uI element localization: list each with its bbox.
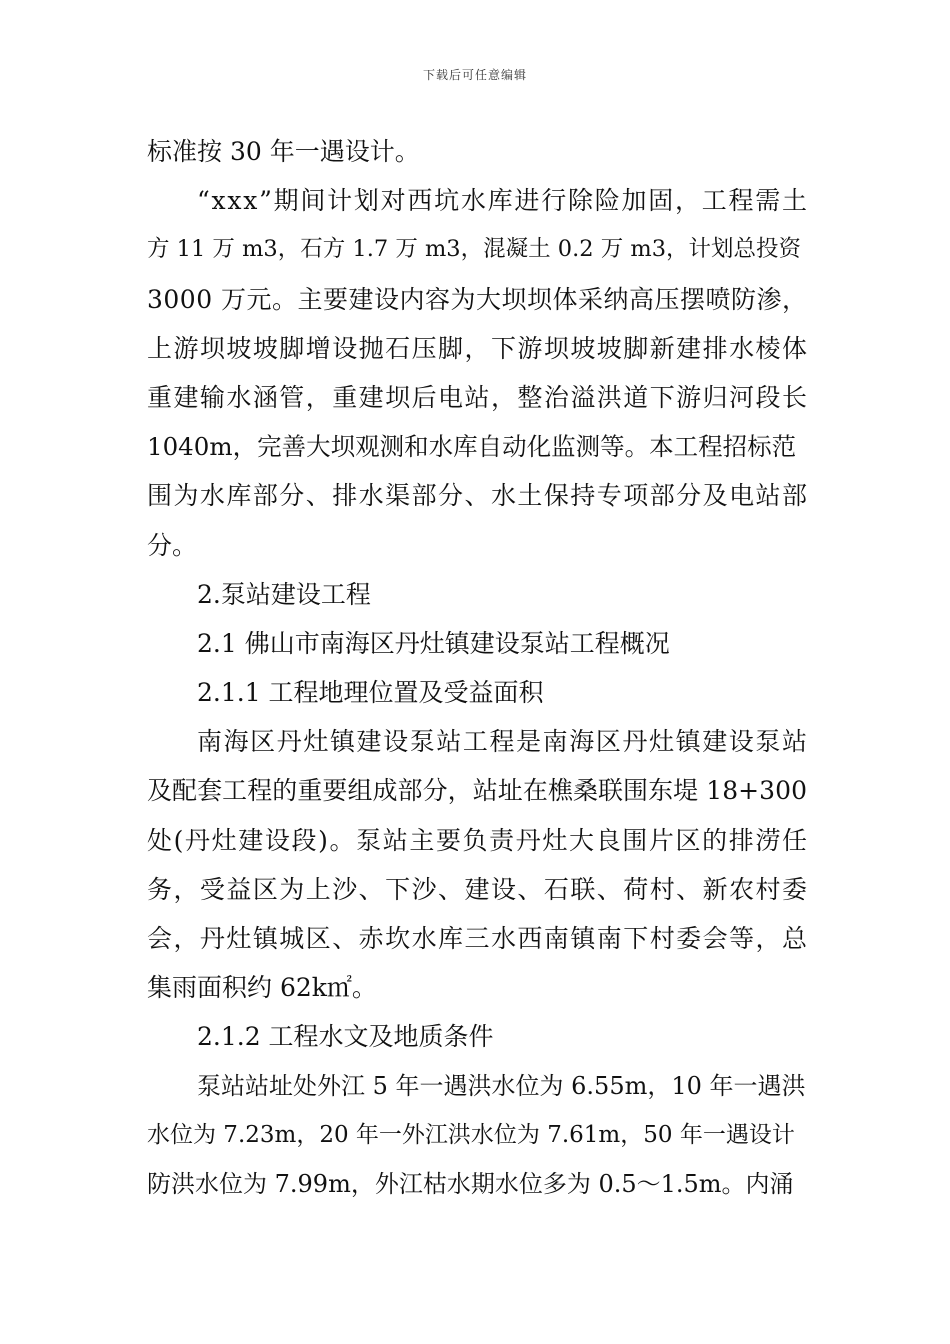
text-line: 分。	[147, 530, 198, 560]
text-line: “xxx”期间计划对西坑水库进行除险加固，工程需土	[197, 186, 809, 216]
text-line: 南海区丹灶镇建设泵站工程是南海区丹灶镇建设泵站	[197, 727, 809, 757]
text-line: 水位为 7.23m，20 年一外江洪水位为 7.61m，50 年一遇设计	[147, 1121, 795, 1148]
text-line: 2.1.2 工程水文及地质条件	[197, 1022, 494, 1052]
text-line: 及配套工程的重要组成部分，站址在樵桑联围东堤 18+300	[147, 776, 808, 806]
text-line: 会，丹灶镇城区、赤坎水库三水西南镇南下村委会等，总	[147, 924, 809, 953]
text-line: 重建输水涵管，重建坝后电站，整治溢洪道下游归河段长	[147, 382, 809, 412]
text-line: 2.1 佛山市南海区丹灶镇建设泵站工程概况	[197, 628, 670, 658]
text-line: 标准按 30 年一遇设计。	[147, 137, 420, 166]
text-line: 3000 万元。主要建设内容为大坝坝体采纳高压摆喷防渗，	[147, 284, 808, 314]
text-line: 集雨面积约 62k㎡。	[147, 973, 377, 1003]
text-line: 上游坝坡坡脚增设抛石压脚，下游坝坡坡脚新建排水棱体	[147, 333, 809, 363]
text-line: 1040m，完善大坝观测和水库自动化监测等。本工程招标范	[147, 432, 797, 462]
text-line: 泵站站址处外江 5 年一遇洪水位为 6.55m，10 年一遇洪	[197, 1071, 806, 1100]
text-line: 围为水库部分、排水渠部分、水土保持专项部分及电站部	[147, 481, 809, 511]
text-line: 2.泵站建设工程	[197, 579, 371, 609]
text-line: 2.1.1 工程地理位置及受益面积	[197, 678, 544, 708]
text-line: 防洪水位为 7.99m，外江枯水期水位多为 0.5～1.5m。内涌	[147, 1169, 794, 1198]
text-line: 务，受益区为上沙、下沙、建设、石联、荷村、新农村委	[147, 874, 809, 904]
page-header: 下载后可任意编辑	[422, 68, 527, 82]
text-line: 方 11 万 m3，石方 1.7 万 m3，混凝土 0.2 万 m3，计划总投资	[147, 236, 802, 263]
text-line: 处(丹灶建设段)。泵站主要负责丹灶大良围片区的排涝任	[147, 825, 809, 855]
document-body	[147, 127, 807, 1209]
